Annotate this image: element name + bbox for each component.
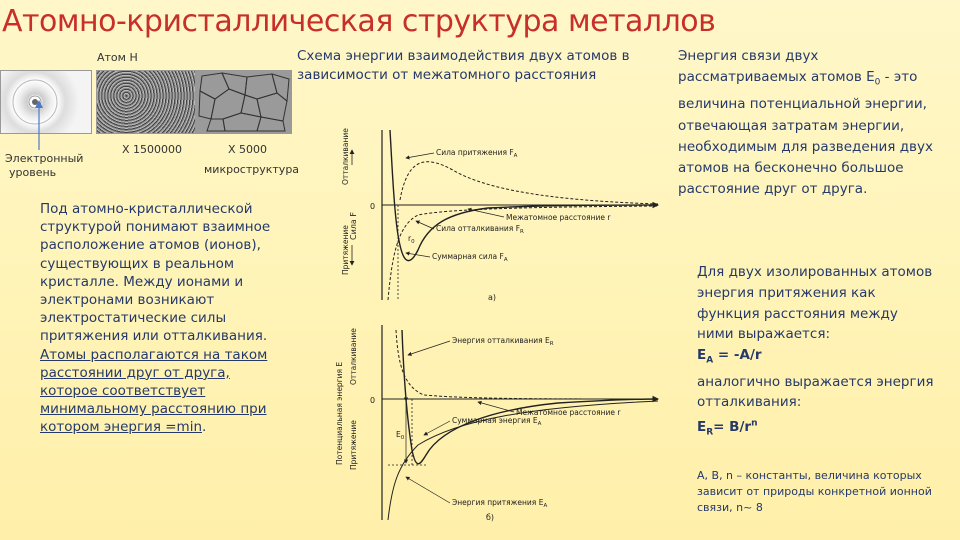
interaction-energy-diagram <box>328 125 673 525</box>
force-panel <box>341 128 658 302</box>
interatomic-distance-label-a: Межатомное расстояние r <box>506 213 611 222</box>
attraction-formula-block <box>697 262 937 443</box>
attraction-formula: $E_A = -A/r$ <box>697 347 762 366</box>
intro-underlined-text: Атомы располагаются на таком расстоянии друг от друга, которое соответствует минимальному расстоянию при котором энергия =min <box>40 346 268 436</box>
attraction-force-label: Сила притяжения $F_A$ <box>436 148 518 159</box>
binding-energy-text: Энергия связи двух рассматриваемых атомов E <box>678 48 875 86</box>
force-zero: 0 <box>370 202 376 211</box>
repulsion-energy-label: Энергия отталкивания $E_R$ <box>452 336 554 347</box>
slide-title: Атомно-кристаллическая структура металлов <box>2 4 716 39</box>
intro-text: Под атомно-кристаллической структурой понимают взаимное расположение атомов (ионов), существующих в реальном кристалле. Между ионами и электронами возникают электростатические силы притяжения или отталкивания. <box>40 201 271 345</box>
constants-note: A, B, n – константы, величина которых зависит от природы конкретной ионной связи, n~ 8 <box>697 469 932 514</box>
atom-label: Атом Н <box>97 51 138 64</box>
repulsion-direction-label: Отталкивание <box>341 128 350 185</box>
micrograph-1500000 <box>96 70 196 134</box>
interatomic-distance-label-b: Межатомное расстояние r <box>516 408 621 417</box>
attraction-direction-label: Притяжение <box>341 225 350 275</box>
electron-level-label-2: уровень <box>9 166 57 179</box>
panel-b-label: б) <box>486 513 495 522</box>
electron-arrow-icon <box>30 100 50 152</box>
repulsion-force-label: Сила отталкивания $F_R$ <box>436 224 524 235</box>
energy-repulsion-direction-label: Отталкивание <box>349 328 358 385</box>
magnification-1-label: Х 1500000 <box>122 143 183 156</box>
force-axis-label: Сила F <box>349 212 358 240</box>
binding-energy-paragraph <box>678 46 940 201</box>
electron-level-label-1: Электронный <box>5 152 84 165</box>
total-force-label: Суммарная сила $F_A$ <box>432 252 508 263</box>
attraction-force-curve <box>400 162 658 204</box>
r0-label: $r_0$ <box>408 234 415 245</box>
energy-zero: 0 <box>370 396 376 405</box>
grain-structure-image <box>197 71 291 133</box>
total-energy-curve <box>402 330 658 464</box>
panel-a-label: а) <box>488 293 497 302</box>
isolated-atoms-text: Для двух изолированных атомов энергия притяжения как функция расстояния между ними выражается: <box>697 264 933 343</box>
micrograph-5000 <box>196 70 292 134</box>
total-energy-label: Суммарная энергия $E_A$ <box>452 416 542 427</box>
similar-text: аналогично выражается энергия отталкивания: <box>697 373 934 411</box>
scheme-heading: Схема энергии взаимодействия двух атомов в зависимости от межатомного расстояния <box>297 48 630 83</box>
total-force-curve <box>390 130 658 261</box>
energy-attraction-direction-label: Притяжение <box>349 420 358 470</box>
attraction-energy-label: Энергия притяжения $E_A$ <box>452 498 548 509</box>
intro-paragraph <box>40 200 290 437</box>
binding-energy-sub: 0 <box>874 77 881 88</box>
magnification-2-label: Х 5000 <box>228 143 268 156</box>
binding-energy-rest: - это величина потенциальной энергии, отвечающая затратам энергии, необходимым для разведения двух атомов на бесконечно большое расстояние друг от друга. <box>678 69 933 198</box>
energy-panel <box>335 325 658 522</box>
microstructure-label: микроструктура <box>204 163 300 176</box>
intro-end: . <box>202 419 207 436</box>
e0-label: $E_0$ <box>396 430 405 441</box>
repulsion-formula: $E_R= B/r^n$ <box>697 418 758 438</box>
energy-axis-label: Потенциальная энергия E <box>335 361 344 465</box>
